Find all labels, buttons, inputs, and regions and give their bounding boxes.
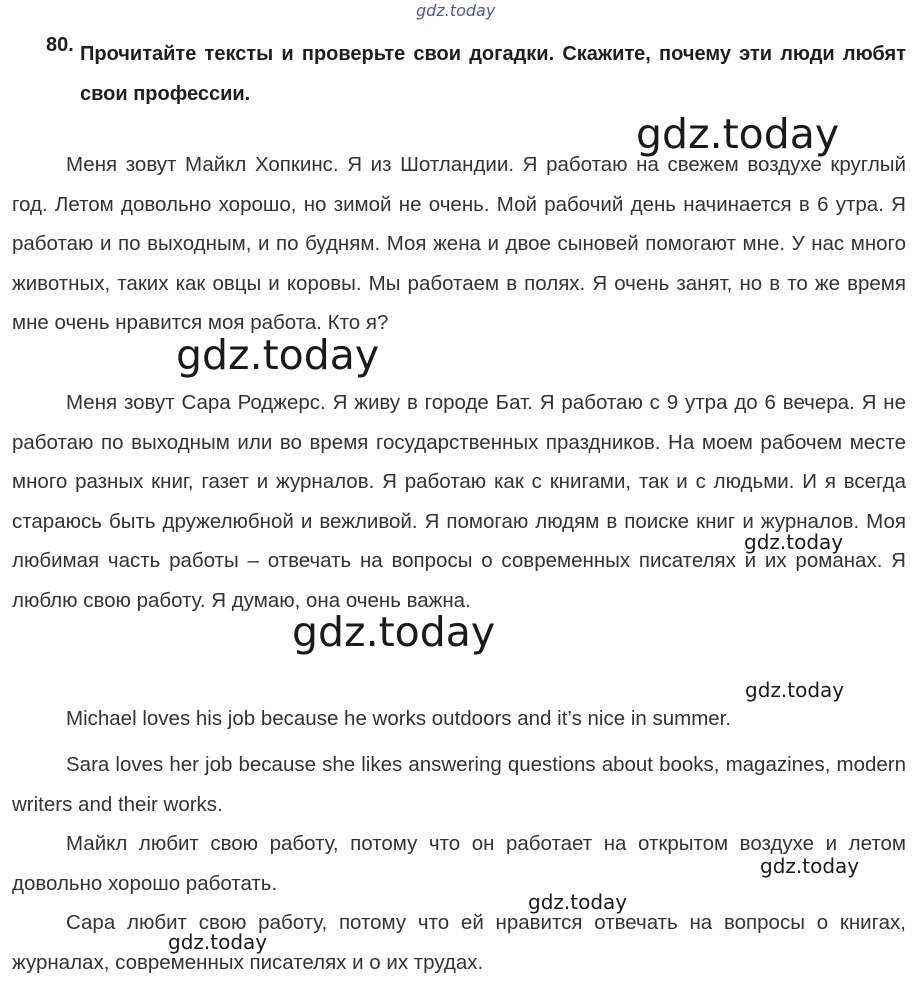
text-sara: Меня зовут Сара Роджерс. Я живу в городе Бат. Я работаю с 9 утра до 6 вечера. Я не работаю по выходным или во время государственных праздников. На моем рабочем месте много разных книг, газет и журналов. Я работаю как с книгами, так и с людьми. И я всегда стараюсь быть дружелюбной и вежливой. Я помогаю людям в поиске книг и журналов. Моя любимая часть работы – отвечать на вопросы о современных писателях и их романах. Я люблю свою работу. Я думаю, она очень важна. (12, 391, 906, 612)
task-number: 80. (46, 34, 74, 56)
watermark-top: gdz.today (416, 1, 496, 20)
watermark-after-task: gdz.today (636, 110, 840, 158)
answer-michael-en: Michael loves his job because he works outdoors and it’s nice in summer. (66, 707, 732, 730)
watermark-after-text1: gdz.today (176, 331, 380, 379)
watermark-answer4-left: gdz.today (168, 930, 268, 954)
text-michael: Меня зовут Майкл Хопкинс. Я из Шотландии. Я работаю на свежем воздухе круглый год. Летом довольно хорошо, но зимой не очень. Мой рабочий день начинается в 6 утра. Я работаю и по выходным, и по будням. Моя жена и двое сыновей помогают мне. У нас много животных, таких как овцы и коровы. Мы работаем в полях. Я очень занят, но в то же время мне очень нравится моя работа. Кто я? (12, 153, 906, 334)
watermark-after-text2: gdz.today (292, 608, 496, 656)
answer-michael-ru: Майкл любит свою работу, потому что он работает на открытом воздухе и летом довольно хорошо работать. (12, 832, 906, 895)
answer-sara-en: Sara loves her job because she likes answering questions about books, magazines, modern writers and their works. (12, 753, 906, 816)
watermark-in-text2: gdz.today (744, 530, 844, 554)
watermark-above-answer1: gdz.today (745, 678, 845, 702)
watermark-answer3: gdz.today (760, 854, 860, 878)
task-instruction: Прочитайте тексты и проверьте свои догадки. Скажите, почему эти люди любят свои профессии. (80, 43, 906, 105)
answer-sara-ru: Сара любит свою работу, потому что ей нравится отвечать на вопросы о книгах, журналах, современных писателях и о их трудах. (12, 911, 906, 974)
watermark-answer4-mid: gdz.today (528, 890, 628, 914)
